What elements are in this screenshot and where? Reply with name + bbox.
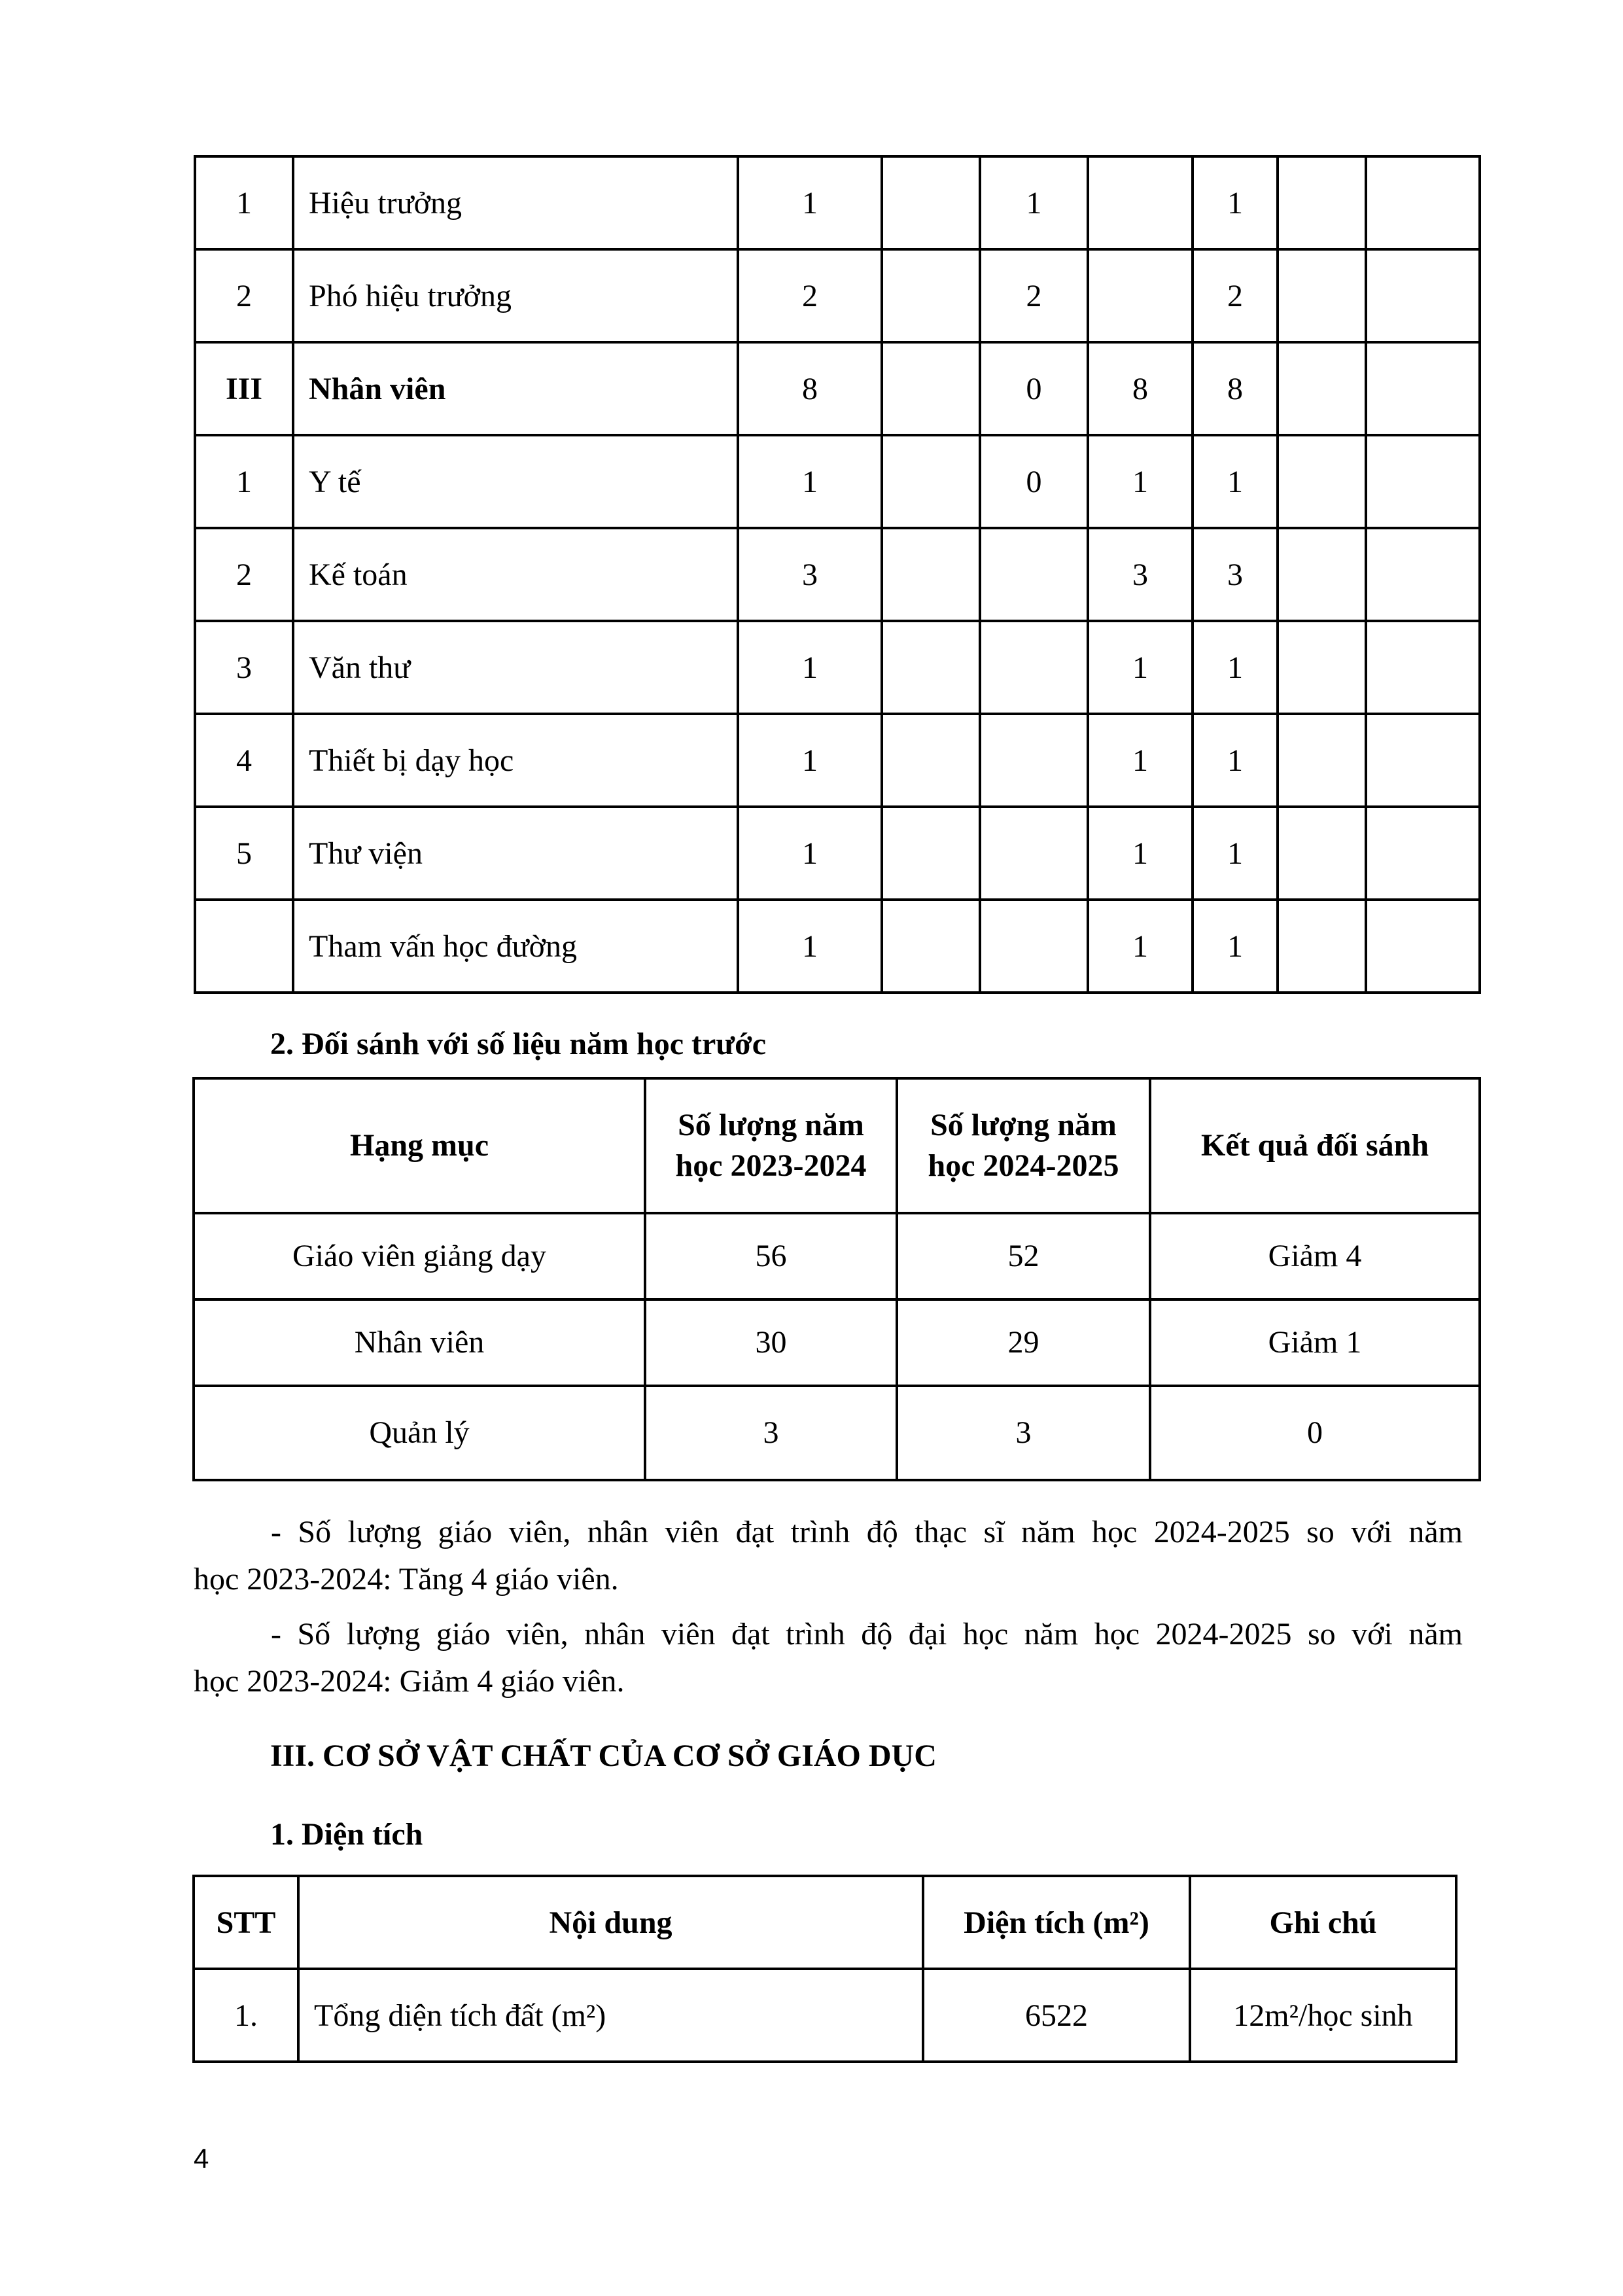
table-row (195, 342, 1480, 435)
row-year2: 52 (897, 1213, 1150, 1299)
cell-c6 (1278, 435, 1366, 528)
cell-c4: 1 (1088, 807, 1193, 900)
cell-name: Phó hiệu trưởng (293, 249, 738, 342)
cell-c6 (1278, 528, 1366, 621)
table-row (195, 528, 1480, 621)
section2-heading: 2. Đối sánh với số liệu năm học trước (270, 1027, 766, 1061)
note-masters-dash: - (271, 1515, 281, 1549)
cell-c6 (1278, 807, 1366, 900)
header-year1-line1: Số lượng năm (678, 1108, 864, 1142)
table-row (195, 807, 1480, 900)
cell-c2 (882, 156, 980, 249)
row-year1: 30 (645, 1299, 897, 1386)
cell-c3: 0 (980, 435, 1088, 528)
cell-name: Nhân viên (293, 342, 738, 435)
cell-c1: 8 (738, 342, 882, 435)
header-year-2023-2024 (645, 1078, 897, 1213)
cell-c3: 2 (980, 249, 1088, 342)
table-row (194, 1386, 1480, 1480)
cell-c6 (1278, 621, 1366, 714)
note-bachelors (194, 1611, 1463, 1705)
cell-c6 (1278, 900, 1366, 993)
cell-c7 (1366, 156, 1480, 249)
cell-c4: 3 (1088, 528, 1193, 621)
cell-c2 (882, 807, 980, 900)
cell-c3 (980, 714, 1088, 807)
cell-c2 (882, 621, 980, 714)
note-masters-text1: Số lượng giáo viên, nhân viên đạt trình độ thạc sĩ năm học 2024-2025 so với năm (281, 1515, 1463, 1549)
cell-c3: 1 (980, 156, 1088, 249)
cell-c7 (1366, 621, 1480, 714)
cell-c7 (1366, 714, 1480, 807)
cell-c4 (1088, 156, 1193, 249)
table-row (194, 1213, 1480, 1299)
header-stt: STT (194, 1876, 298, 1969)
area-table (192, 1875, 1457, 2063)
cell-c7 (1366, 249, 1480, 342)
cell-c5: 2 (1193, 249, 1278, 342)
header-category: Hạng mục (194, 1078, 645, 1213)
section3-heading: III. CƠ SỞ VẬT CHẤT CỦA CƠ SỞ GIÁO DỤC (270, 1739, 937, 1773)
cell-c7 (1366, 900, 1480, 993)
header-note: Ghi chú (1190, 1876, 1456, 1969)
note-masters-line2: học 2023-2024: Tăng 4 giáo viên. (194, 1562, 619, 1597)
row-result: Giảm 4 (1150, 1213, 1480, 1299)
cell-c3 (980, 621, 1088, 714)
header-year2-line2: học 2024-2025 (928, 1148, 1119, 1183)
cell-name: Tham vấn học đường (293, 900, 738, 993)
cell-c7 (1366, 342, 1480, 435)
cell-c4: 1 (1088, 900, 1193, 993)
cell-stt: 3 (195, 621, 293, 714)
cell-c5: 1 (1193, 621, 1278, 714)
header-year-2024-2025 (897, 1078, 1150, 1213)
row-year1: 3 (645, 1386, 897, 1480)
cell-c3 (980, 807, 1088, 900)
header-year2-line1: Số lượng năm (930, 1108, 1117, 1142)
cell-c2 (882, 249, 980, 342)
cell-c1: 1 (738, 900, 882, 993)
cell-c5: 1 (1193, 156, 1278, 249)
header-result: Kết quả đối sánh (1150, 1078, 1480, 1213)
row-note: 12m²/học sinh (1190, 1969, 1456, 2062)
cell-stt: 5 (195, 807, 293, 900)
cell-name: Thiết bị dạy học (293, 714, 738, 807)
cell-c5: 1 (1193, 435, 1278, 528)
row-result: 0 (1150, 1386, 1480, 1480)
cell-c2 (882, 342, 980, 435)
cell-c2 (882, 900, 980, 993)
cell-stt: 1 (195, 156, 293, 249)
cell-c1: 2 (738, 249, 882, 342)
cell-stt: 2 (195, 249, 293, 342)
cell-c1: 1 (738, 807, 882, 900)
cell-c1: 1 (738, 435, 882, 528)
header-content: Nội dung (298, 1876, 923, 1969)
table-row (195, 156, 1480, 249)
cell-c3 (980, 900, 1088, 993)
section3-subheading: 1. Diện tích (270, 1817, 423, 1852)
cell-c4: 8 (1088, 342, 1193, 435)
cell-c6 (1278, 342, 1366, 435)
compare-header-row (194, 1078, 1480, 1213)
cell-name: Kế toán (293, 528, 738, 621)
row-area: 6522 (923, 1969, 1190, 2062)
row-stt: 1. (194, 1969, 298, 2062)
cell-c7 (1366, 528, 1480, 621)
note-masters (194, 1509, 1463, 1603)
cell-c5: 8 (1193, 342, 1278, 435)
cell-c5: 3 (1193, 528, 1278, 621)
row-year1: 56 (645, 1213, 897, 1299)
cell-name: Hiệu trưởng (293, 156, 738, 249)
cell-c2 (882, 435, 980, 528)
cell-c4 (1088, 249, 1193, 342)
table-row (194, 1969, 1456, 2062)
cell-c6 (1278, 714, 1366, 807)
cell-c5: 1 (1193, 807, 1278, 900)
cell-c1: 1 (738, 621, 882, 714)
cell-c7 (1366, 807, 1480, 900)
cell-stt: 4 (195, 714, 293, 807)
header-area: Diện tích (m²) (923, 1876, 1190, 1969)
cell-c5: 1 (1193, 714, 1278, 807)
cell-name: Y tế (293, 435, 738, 528)
cell-stt (195, 900, 293, 993)
table-row (195, 714, 1480, 807)
cell-c2 (882, 528, 980, 621)
table-row (195, 249, 1480, 342)
cell-c5: 1 (1193, 900, 1278, 993)
cell-c4: 1 (1088, 714, 1193, 807)
cell-stt: 1 (195, 435, 293, 528)
row-category: Quản lý (194, 1386, 645, 1480)
note-bachelors-line1: - Số lượng giáo viên, nhân viên đạt trình độ đại học năm học 2024-2025 so với năm (271, 1617, 1463, 1651)
cell-c6 (1278, 156, 1366, 249)
row-category: Giáo viên giảng dạy (194, 1213, 645, 1299)
table-row (195, 435, 1480, 528)
staff-table (194, 155, 1481, 994)
cell-c4: 1 (1088, 621, 1193, 714)
cell-stt: 2 (195, 528, 293, 621)
cell-name: Văn thư (293, 621, 738, 714)
area-header-row (194, 1876, 1456, 1969)
cell-c3: 0 (980, 342, 1088, 435)
table-row (194, 1299, 1480, 1386)
compare-table (192, 1077, 1481, 1481)
row-category: Nhân viên (194, 1299, 645, 1386)
cell-stt: III (195, 342, 293, 435)
cell-c1: 1 (738, 714, 882, 807)
cell-c6 (1278, 249, 1366, 342)
row-year2: 3 (897, 1386, 1150, 1480)
cell-c1: 1 (738, 156, 882, 249)
cell-c3 (980, 528, 1088, 621)
cell-c1: 3 (738, 528, 882, 621)
row-year2: 29 (897, 1299, 1150, 1386)
page-number: 4 (194, 2143, 209, 2174)
cell-c7 (1366, 435, 1480, 528)
row-content: Tổng diện tích đất (m²) (298, 1969, 923, 2062)
table-row (195, 621, 1480, 714)
note-bachelors-line2: học 2023-2024: Giảm 4 giáo viên. (194, 1664, 625, 1699)
table-row (195, 900, 1480, 993)
header-year1-line2: học 2023-2024 (675, 1148, 867, 1183)
cell-name: Thư viện (293, 807, 738, 900)
note-masters-line1 (194, 1509, 1463, 1556)
row-result: Giảm 1 (1150, 1299, 1480, 1386)
cell-c2 (882, 714, 980, 807)
cell-c4: 1 (1088, 435, 1193, 528)
